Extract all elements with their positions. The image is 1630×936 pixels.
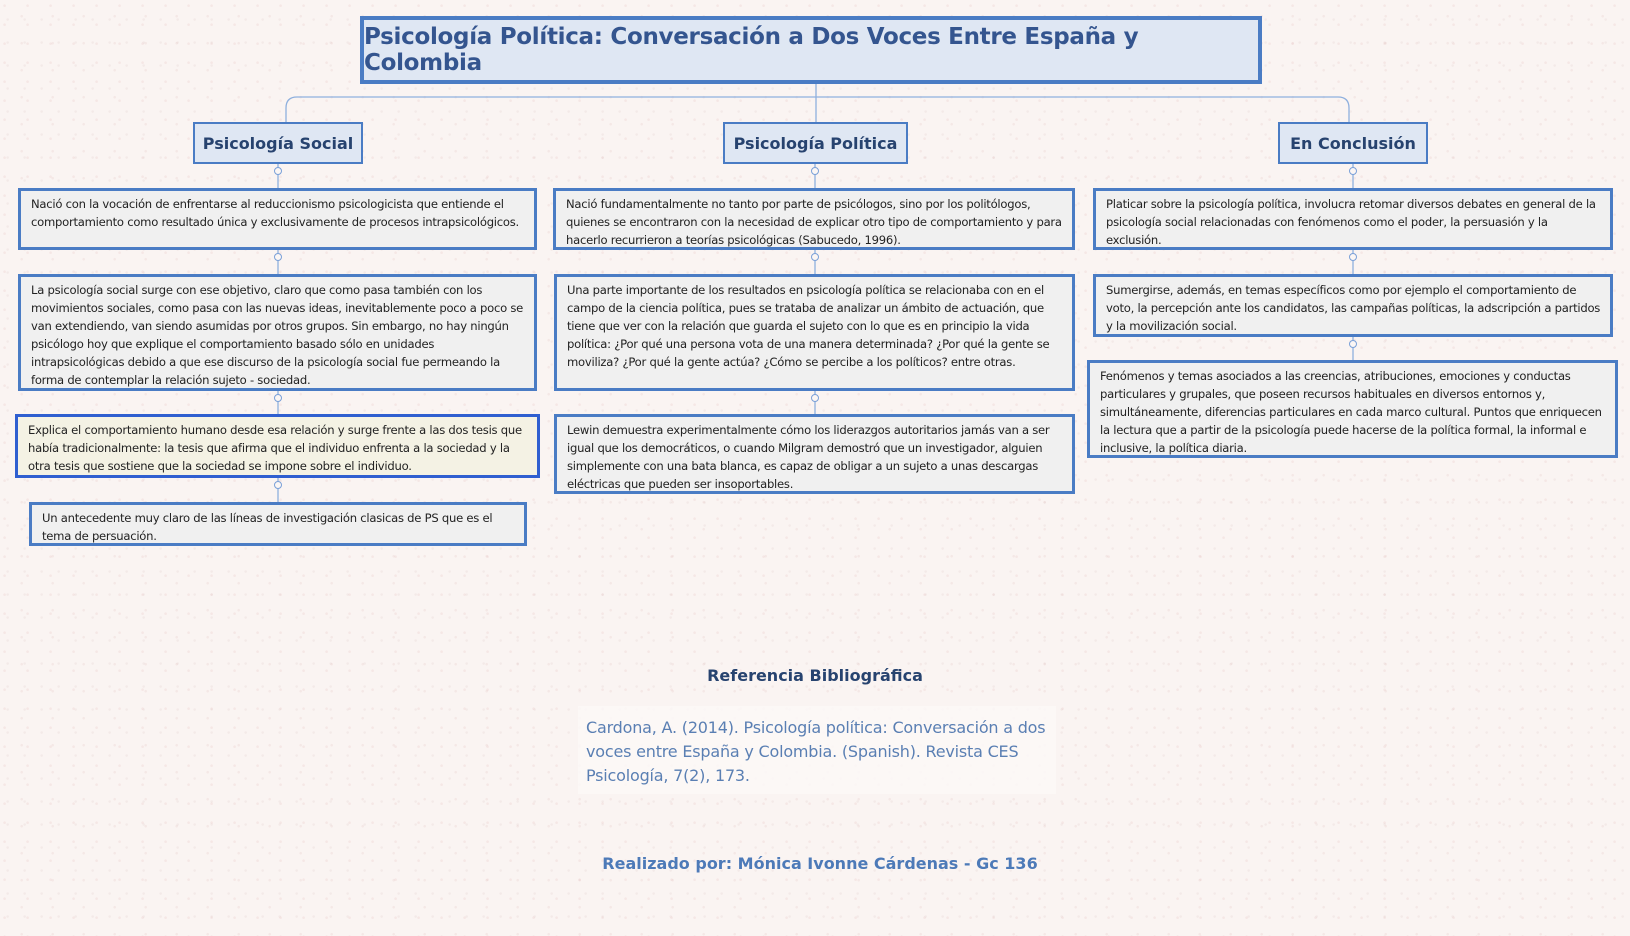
- branch-en-conclusion[interactable]: [1278, 122, 1428, 164]
- subtopic-node[interactable]: Fenómenos y temas asociados a las creencias, atribuciones, emociones y conductas particulares y grupales, que poseen recursos habituales en diversos entornos y, simultáneamente, diferencias particulares en cada marco cultural. Puntos que enriquecen la lectura que a partir de la psicología puede hacerse de la política formal, la informal e inclusive, la política diaria.: [1087, 360, 1618, 458]
- subtopic-node[interactable]: Una parte importante de los resultados en psicología política se relacionaba con en el campo de la ciencia política, pues se trataba de analizar un ámbito de actuación, que tiene que ver con la relación que guarda el sujeto con lo que es en principio la vida política: ¿Por qué una persona vota de una manera determinada? ¿Por qué la gente se moviliza? ¿Por qué la gente actúa? ¿Cómo se percibe a los políticos? entre otras.: [554, 274, 1075, 391]
- central-topic-title: Psicología Política: Conversación a Dos Voces Entre España y Colombia: [364, 24, 1139, 76]
- subtopic-node-selected[interactable]: Explica el comportamiento humano desde esa relación y surge frente a las dos tesis que había tradicionalmente: la tesis que afirma que el individuo enfrenta a la sociedad y la otra tesis que sostiene que la sociedad se impone sobre el individuo.: [15, 414, 540, 478]
- collapse-toggle[interactable]: [274, 481, 282, 489]
- collapse-toggle[interactable]: [274, 394, 282, 402]
- subtopic-node[interactable]: Lewin demuestra experimentalmente cómo los liderazgos autoritarios jamás van a ser igual que los democráticos, o cuando Milgram demostró que un investigador, alguien simplemente con una bata blanca, es capaz de obligar a un sujeto a unas descargas eléctricas que pueden ser insoportables.: [554, 414, 1075, 494]
- collapse-toggle[interactable]: [811, 253, 819, 261]
- author-credit: Realizado por: Mónica Ivonne Cárdenas - Gc 136: [602, 854, 1038, 873]
- subtopic-node[interactable]: Nació con la vocación de enfrentarse al reduccionismo psicologicista que entiende el comportamiento como resultado única y exclusivamente de procesos intrapsicológicos.: [18, 188, 537, 250]
- collapse-toggle[interactable]: [1349, 167, 1357, 175]
- subtopic-node[interactable]: Un antecedente muy claro de las líneas de investigación clasicas de PS que es el tema de persuación.: [29, 502, 527, 546]
- collapse-toggle[interactable]: [811, 394, 819, 402]
- collapse-toggle[interactable]: [1349, 340, 1357, 348]
- reference-title: Referencia Bibliográfica: [707, 666, 923, 685]
- subtopic-node[interactable]: La psicología social surge con ese objetivo, claro que como pasa también con los movimientos sociales, como pasa con las nuevas ideas, inevitablemente poco a poco se van extendiendo, van siendo asumidas por otros grupos. Sin embargo, no hay ningún psicólogo hoy que explique el comportamiento basado sólo en unidades intrapsicológicas debido a que ese discurso de la psicología social fue permeando la forma de contemplar la relación sujeto - sociedad.: [18, 274, 537, 391]
- collapse-toggle[interactable]: [274, 253, 282, 261]
- subtopic-node[interactable]: Nació fundamentalmente no tanto por parte de psicólogos, sino por los politólogos, quienes se encontraron con la necesidad de explicar otro tipo de comportamiento y para hacerlo recurrieron a teorías psicológicas (Sabucedo, 1996).: [553, 188, 1075, 250]
- branch-label: Psicología Social: [202, 133, 354, 153]
- central-topic[interactable]: [360, 16, 1262, 84]
- branch-psicologia-politica[interactable]: [723, 122, 908, 164]
- reference-text: Cardona, A. (2014). Psicología política: Conversación a dos voces entre España y Colombia. (Spanish). Revista CES Psicología, 7(2), 173.: [578, 706, 1056, 794]
- branch-label: En Conclusión: [1290, 133, 1416, 153]
- branch-label: Psicología Política: [733, 133, 898, 153]
- subtopic-node[interactable]: Platicar sobre la psicología política, involucra retomar diversos debates en general de la psicología social relacionadas con fenómenos como el poder, la persuasión y la exclusión.: [1093, 188, 1613, 250]
- branch-psicologia-social[interactable]: [193, 122, 363, 164]
- collapse-toggle[interactable]: [274, 167, 282, 175]
- collapse-toggle[interactable]: [1349, 253, 1357, 261]
- subtopic-node[interactable]: Sumergirse, además, en temas específicos como por ejemplo el comportamiento de voto, la percepción ante los candidatos, las campañas políticas, la adscripción a partidos y la movilización social.: [1093, 274, 1613, 337]
- collapse-toggle[interactable]: [811, 167, 819, 175]
